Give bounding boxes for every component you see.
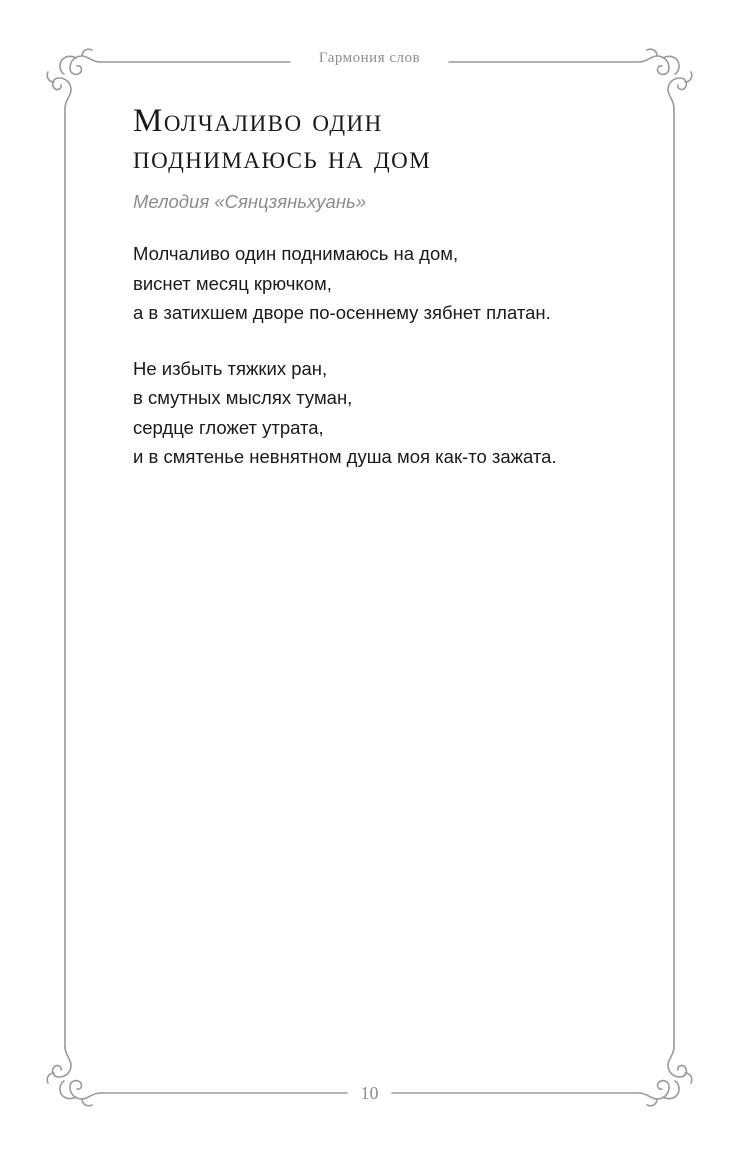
stanza-1 — [133, 239, 653, 328]
poem-line: Молчаливо один поднимаюсь на дом, — [133, 243, 459, 264]
poem-title-line-1: Молчаливо один — [133, 103, 383, 139]
running-header — [0, 50, 739, 67]
poem-line: Не избыть тяжких ран, — [133, 357, 328, 379]
poem-line: виснет месяц крючком, — [133, 272, 332, 294]
running-header-text: Гармония слов — [311, 50, 428, 66]
page-content — [133, 103, 653, 472]
melody-subtitle: Мелодия «Сянцзяньхуань» — [133, 191, 367, 212]
poem-title — [133, 103, 653, 177]
poem-title-line-2: поднимаюсь на дом — [133, 140, 432, 176]
poem-line: и в смятенье невнятном душа моя как-то зажата. — [133, 446, 557, 467]
poem-line: сердце гложет утрата, — [133, 416, 324, 438]
poem-line: а в затихшем дворе по-осеннему зябнет платан. — [133, 302, 551, 323]
poem-line: в смутных мыслях туман, — [133, 387, 353, 408]
page-number — [0, 1083, 739, 1104]
page-number-text: 10 — [353, 1083, 387, 1103]
stanza-2 — [133, 354, 653, 472]
